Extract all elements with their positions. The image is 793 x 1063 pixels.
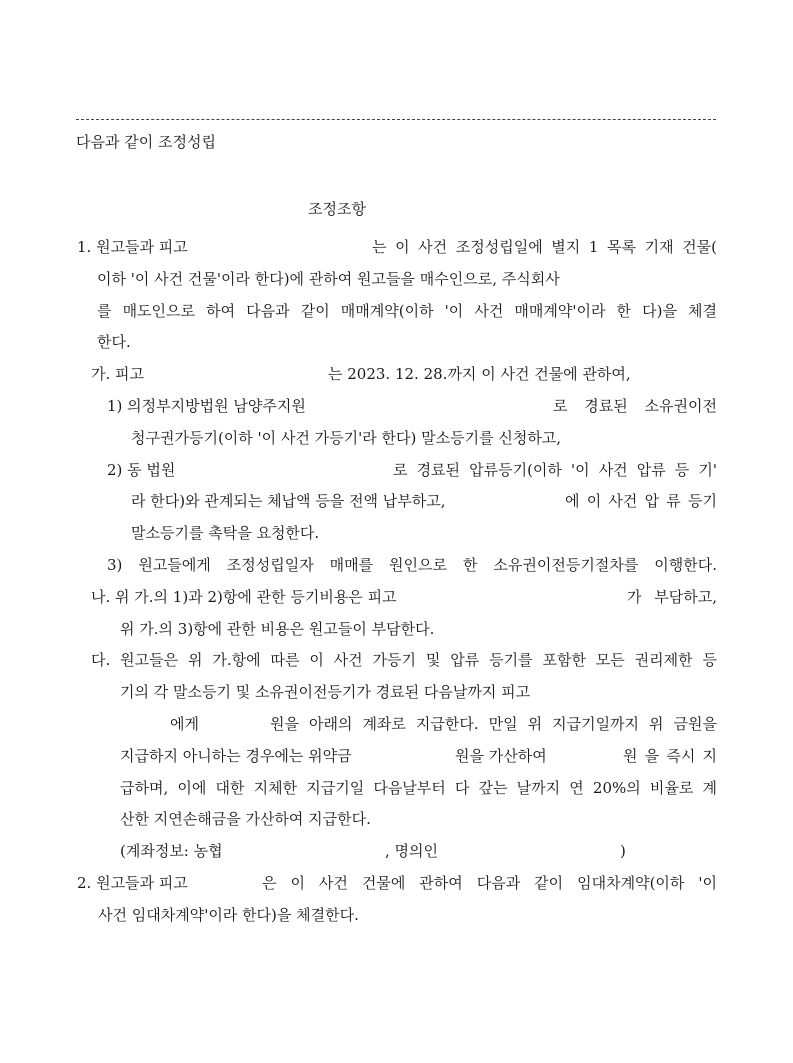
sub-1-line2-row	[76, 422, 717, 454]
clause-1-line4: 한다.	[97, 333, 131, 352]
sub-1-line2: 청구권가등기(이하 '이 사건 가등기'라 한다) 말소등기를 신청하고,	[131, 428, 562, 447]
sub-2-row	[76, 454, 717, 486]
item-da-line4-row	[76, 740, 717, 772]
item-ga-start: 가. 피고	[91, 365, 145, 384]
item-da-line6: 산한 지연손해금을 가산하여 지급한다.	[120, 810, 371, 829]
clause-1-line2: 이하 '이 사건 건물'이라 한다)에 관하여 원고들을 매수인으로, 주식회사	[97, 269, 560, 288]
item-ga-cont: 는 2023. 12. 28.까지 이 사건 건물에 관하여,	[328, 365, 631, 384]
item-da-row	[76, 644, 717, 676]
item-da-line5-row	[76, 772, 717, 804]
item-da-line4b: 원을 가산하여	[455, 746, 547, 765]
item-na-row	[76, 581, 717, 613]
item-da-line4a: 지급하지 아니하는 경우에는 위약금	[120, 746, 352, 765]
clause-2-cont: 은 이 사건 건물에 관하여 다음과 같이 임대차계약(이하 '이	[262, 873, 717, 892]
item-da-line2: 기의 각 말소등기 및 소유권이전등기가 경료된 다음날까지 피고	[120, 683, 531, 702]
account-info-start: (계좌정보: 농협	[120, 842, 223, 861]
item-ga-row	[76, 358, 717, 390]
item-na-start: 나. 위 가.의 1)과 2)항에 관한 등기비용은 피고	[91, 587, 397, 606]
sub-2-line2-row	[76, 485, 717, 517]
sub-2-start: 2) 동 법원	[107, 460, 176, 479]
section-heading: 조정조항	[308, 200, 366, 218]
item-da-line4c: 원 을 즉시 지	[623, 746, 717, 765]
item-da-line6-row	[76, 803, 717, 835]
clause-1-line1	[76, 231, 717, 263]
item-da-line3-row	[76, 708, 717, 740]
item-da-line3b: 원을 아래의 계좌로 지급한다. 만일 위 지급기일까지 위 금원을	[270, 714, 717, 733]
sub-2-line3-row	[76, 517, 717, 549]
item-na-cont: 가 부담하고,	[627, 587, 717, 606]
clause-1-line4-row	[76, 326, 717, 358]
clause-1-line3: 를 매도인으로 하여 다음과 같이 매매계약(이하 '이 사건 매매계약'이라 한 다)을 체결	[97, 301, 717, 320]
item-na-line2-row	[76, 613, 717, 645]
sub-2-line3: 말소등기를 촉탁을 요청한다.	[131, 524, 320, 543]
item-da-line2-row	[76, 676, 717, 708]
account-holder-label: , 명의인	[385, 842, 439, 861]
clause-1-line2-row	[76, 263, 717, 295]
clause-1-start: 1. 원고들과 피고	[77, 238, 188, 256]
clause-1-line3-row	[76, 295, 717, 327]
intro-text: 다음과 같이 조정성립	[76, 133, 216, 151]
clause-2-line2-row	[76, 899, 717, 931]
clause-2-row	[76, 867, 717, 899]
item-da-start: 다. 원고들은 위 가.항에 따른 이 사건 가등기 및 압류 등기를 포함한 모든 권리제한 등	[91, 651, 717, 670]
sub-1-row	[76, 390, 717, 422]
sub-2-line2b: 에 이 사건 압 류 등기	[565, 492, 717, 511]
item-da-line3a: 에게	[170, 714, 199, 733]
document-body	[76, 231, 717, 931]
clause-2-line2: 사건 임대차계약'이라 한다)을 체결한다.	[98, 905, 359, 924]
sub-1-cont: 로 경료된 소유권이전	[553, 396, 717, 415]
item-da-line5: 급하며, 이에 대한 지체한 지급기일 다음날부터 다 갚는 날까지 연 20%의 비율로 계	[120, 778, 717, 797]
sub-2-cont: 로 경료된 압류등기(이하 '이 사건 압류 등 기'	[393, 460, 717, 479]
sub-1-start: 1) 의정부지방법원 남양주지원	[107, 396, 306, 415]
account-info-row	[76, 835, 717, 867]
account-info-end: )	[620, 842, 626, 861]
dashed-divider	[76, 119, 716, 120]
item-na-line2: 위 가.의 3)항에 관한 비용은 원고들이 부담한다.	[120, 619, 435, 638]
sub-3: 3) 원고들에게 조정성립일자 매매를 원인으로 한 소유권이전등기절차를 이행한다.	[107, 555, 717, 574]
sub-3-row	[76, 549, 717, 581]
clause-1-cont: 는 이 사건 조정성립일에 별지 1 목록 기재 건물(	[372, 238, 717, 256]
sub-2-line2a: 라 한다)와 관계되는 체납액 등을 전액 납부하고,	[131, 492, 446, 511]
clause-2-start: 2. 원고들과 피고	[77, 873, 188, 892]
